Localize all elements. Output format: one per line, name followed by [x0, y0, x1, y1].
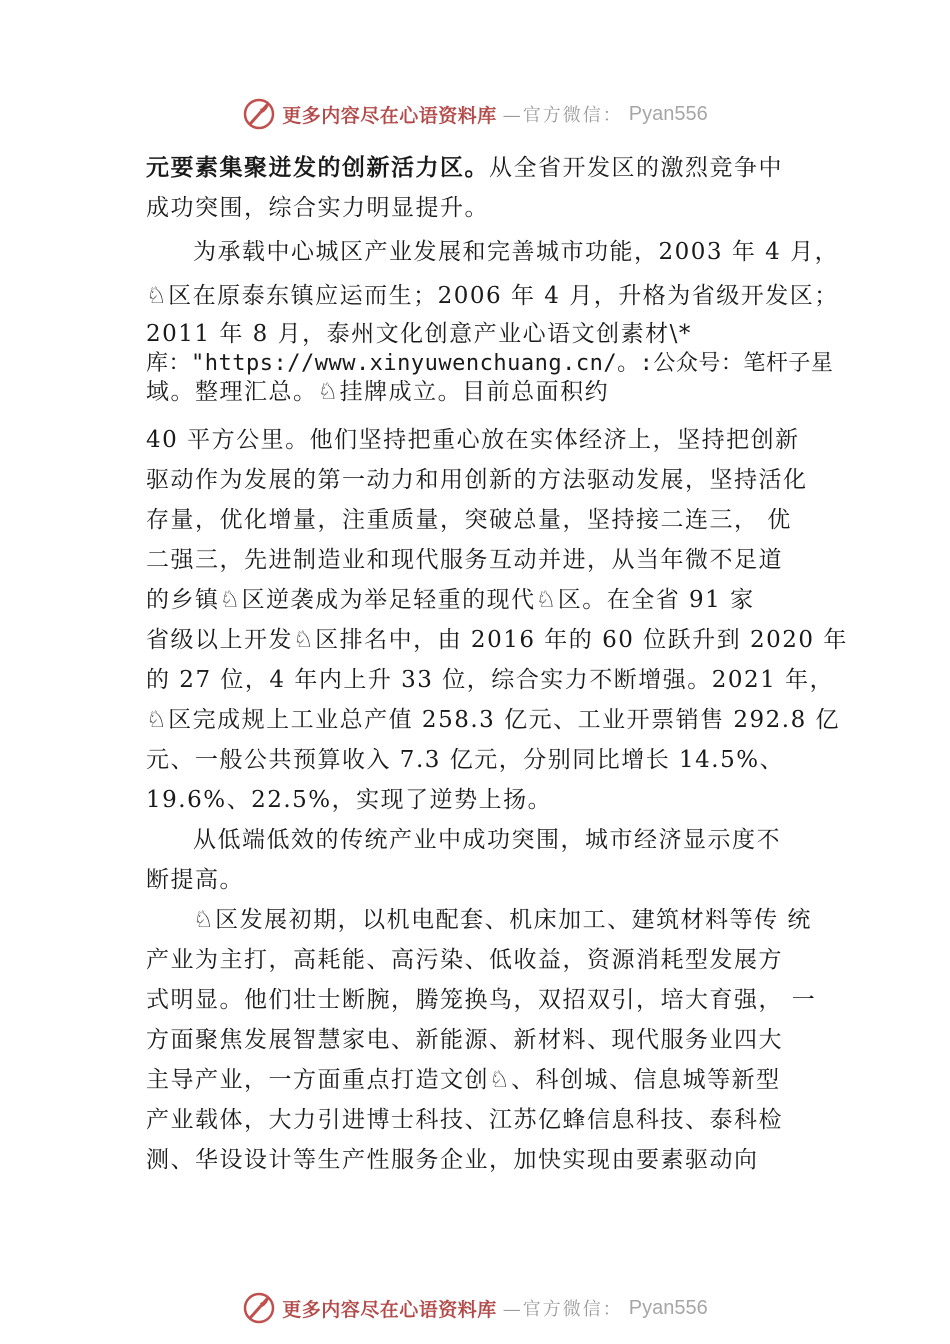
watermark-wechat-id: Pyan556 [628, 102, 708, 125]
text-line: 省级以上开发♘区排名中，由 2016 年的 60 位跃升到 2020 年 [146, 627, 848, 653]
text-line: 2011 年 8 月，泰州文化创意产业心语文创素材\* [146, 321, 692, 347]
text-line: ♘区完成规上工业总产值 258.3 亿元、工业开票销售 292.8 亿 [146, 707, 841, 733]
watermark-subtitle: —官方微信： [502, 1299, 623, 1320]
url-line: 库："https://www.xinyuwenchuang.cn/。:公众号：笔杆子星 [146, 351, 834, 376]
paragraph-start: ♘区发展初期，以机电配套、机床加工、建筑材料等传 统 [193, 907, 812, 933]
text-line: ♘区在原泰东镇应运而生；2006 年 4 月，升格为省级开发区； [146, 283, 839, 309]
watermark-wechat-id: Pyan556 [628, 1296, 708, 1319]
quill-logo-icon [242, 97, 276, 131]
text-line: 产业载体，大力引进博士科技、江苏亿蜂信息科技、泰科检 [146, 1107, 783, 1133]
watermark-title: 更多内容尽在心语资料库 [282, 104, 497, 127]
document-body [146, 148, 848, 1180]
watermark-subtitle: —官方微信： [502, 105, 623, 126]
text-line: 域。整理汇总。♘挂牌成立。目前总面积约 [146, 379, 610, 405]
watermark-title: 更多内容尽在心语资料库 [282, 1298, 497, 1321]
paragraph-start: 为承载中心城区产业发展和完善城市功能，2003 年 4 月， [193, 239, 840, 265]
text-line: 的 27 位，4 年内上升 33 位，综合实力不断增强。2021 年， [146, 667, 835, 693]
text-line: 元、一般公共预算收入 7.3 亿元，分别同比增长 14.5%、 [146, 747, 785, 773]
footer-watermark [0, 1288, 950, 1328]
text-span: 从全省开发区的激烈竞争中 [489, 155, 783, 181]
quill-logo-icon [242, 1291, 276, 1325]
text-line: 断提高。 [146, 867, 244, 893]
header-watermark [0, 94, 950, 134]
bold-phrase: 元要素集聚迸发的创新活力区。 [146, 154, 489, 181]
text-line: 40 平方公里。他们坚持把重心放在实体经济上，坚持把创新 [146, 427, 800, 453]
text-line [146, 148, 816, 188]
text-line: 存量，优化增量，注重质量，突破总量，坚持接二连三， 优 [146, 507, 792, 533]
text-line: 式明显。他们壮士断腕，腾笼换鸟，双招双引，培大育强， 一 [146, 987, 817, 1013]
text-line: 测、华设设计等生产性服务企业，加快实现由要素驱动向 [146, 1147, 759, 1173]
text-line: 成功突围，综合实力明显提升。 [146, 195, 489, 221]
text-line: 19.6%、22.5%，实现了逆势上扬。 [146, 787, 553, 813]
text-line: 的乡镇♘区逆袭成为举足轻重的现代♘区。在全省 91 家 [146, 587, 755, 613]
text-line: 二强三，先进制造业和现代服务互动并进，从当年微不足道 [146, 547, 783, 573]
text-line: 产业为主打，高耗能、高污染、低收益，资源消耗型发展方 [146, 947, 783, 973]
paragraph-start: 从低端低效的传统产业中成功突围，城市经济显示度不 [193, 827, 781, 853]
text-line: 驱动作为发展的第一动力和用创新的方法驱动发展，坚持活化 [146, 467, 808, 493]
text-line: 主导产业，一方面重点打造文创♘、科创城、信息城等新型 [146, 1067, 781, 1093]
text-line: 方面聚焦发展智慧家电、新能源、新材料、现代服务业四大 [146, 1027, 783, 1053]
